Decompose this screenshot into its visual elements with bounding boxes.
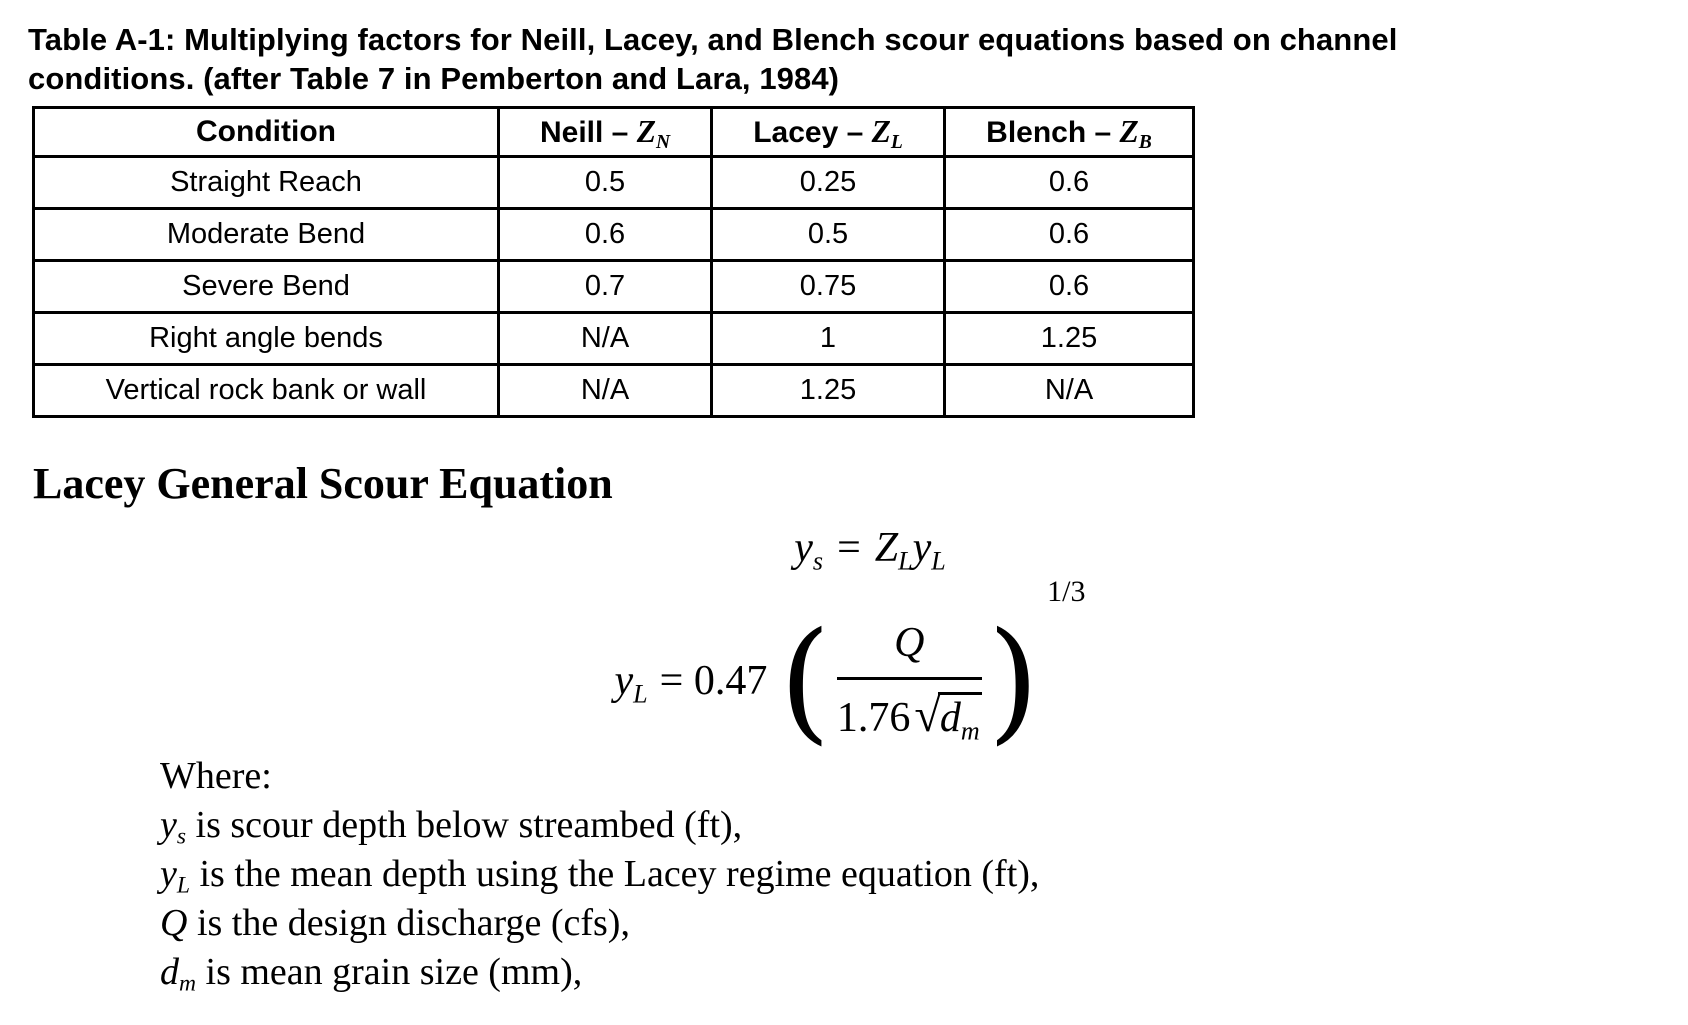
lacey-value-cell: 1.25	[712, 365, 945, 417]
eq1-lhs-symbol: y	[794, 525, 813, 571]
eq1-equals: =	[837, 525, 861, 571]
blench-symbol: $Z_B$	[1119, 114, 1152, 154]
blench-value-cell: 0.6	[945, 261, 1194, 313]
blench-value-cell: 0.6	[945, 209, 1194, 261]
fraction-denominator: $1.76√d_m$	[836, 689, 980, 746]
condition-cell: Moderate Bend	[34, 209, 499, 261]
col-header-neill	[499, 108, 712, 157]
table-row	[34, 365, 1194, 417]
left-paren: (	[779, 604, 831, 758]
equation-lacey-mean-depth	[6, 575, 1688, 758]
col-header-blench	[945, 108, 1194, 157]
definition-yl: $y_L$ is the mean depth using the Lacey regime equation (ft),	[160, 853, 1040, 899]
right-paren: )	[987, 604, 1040, 758]
col-header-condition	[34, 108, 499, 157]
neill-value-cell: 0.7	[499, 261, 712, 313]
table-row	[34, 313, 1194, 365]
table-header-row	[34, 108, 1194, 157]
condition-cell: Vertical rock bank or wall	[34, 365, 499, 417]
lacey-header-prefix: Lacey –	[753, 116, 872, 149]
lacey-value-cell: 0.25	[712, 157, 945, 209]
lacey-value-cell: 1	[712, 313, 945, 365]
scour-factors-table	[32, 106, 1195, 418]
eq1-factor-symbol: Z	[874, 525, 899, 571]
table-caption	[28, 20, 1397, 98]
neill-value-cell: N/A	[499, 365, 712, 417]
radical-sign: √	[914, 689, 941, 742]
where-block	[160, 752, 1039, 997]
condition-cell: Right angle bends	[34, 313, 499, 365]
table-row	[34, 157, 1194, 209]
definition-q: Q is the design discharge (cfs),	[160, 902, 630, 944]
blench-value-cell: 0.6	[945, 157, 1194, 209]
neill-symbol: $Z_N$	[636, 114, 671, 154]
condition-header-label: Condition	[196, 115, 336, 148]
neill-value-cell: 0.6	[499, 209, 712, 261]
fraction-numerator: Q	[837, 619, 982, 680]
table-row	[34, 209, 1194, 261]
eq1-lhs-subscript: s	[812, 546, 824, 576]
lacey-symbol: $Z_L$	[871, 114, 903, 154]
table-caption-line-2: conditions. (after Table 7 in Pemberton and Lara, 1984)	[28, 61, 840, 96]
neill-value-cell: 0.5	[499, 157, 712, 209]
section-heading: Lacey General Scour Equation	[33, 459, 613, 508]
fraction	[836, 619, 982, 746]
definition-dm: $d_m$ is mean grain size (mm),	[160, 951, 583, 997]
lacey-value-cell: 0.5	[712, 209, 945, 261]
definition-ys: $y_s$ is scour depth below streambed (ft),	[160, 804, 743, 850]
col-header-lacey	[712, 108, 945, 157]
where-label: Where:	[160, 755, 272, 797]
equation-scour-depth	[26, 524, 1688, 576]
eq1-depth-subscript: L	[931, 546, 946, 576]
condition-cell: Straight Reach	[34, 157, 499, 209]
blench-value-cell: N/A	[945, 365, 1194, 417]
table-caption-line-1: Table A-1: Multiplying factors for Neill, Lacey, and Blench scour equations based on channel	[28, 22, 1398, 57]
exponent: 1/3	[1047, 575, 1086, 608]
radicand: $d_m$	[938, 692, 982, 741]
eq1-depth-symbol: y	[912, 525, 932, 571]
eq2-lhs: $y_L = 0.47$	[614, 658, 768, 709]
table-row	[34, 261, 1194, 313]
blench-header-prefix: Blench –	[986, 116, 1120, 149]
blench-value-cell: 1.25	[945, 313, 1194, 365]
condition-cell: Severe Bend	[34, 261, 499, 313]
lacey-value-cell: 0.75	[712, 261, 945, 313]
neill-header-prefix: Neill –	[539, 116, 637, 149]
eq1-factor-subscript: L	[898, 546, 913, 576]
neill-value-cell: N/A	[499, 313, 712, 365]
